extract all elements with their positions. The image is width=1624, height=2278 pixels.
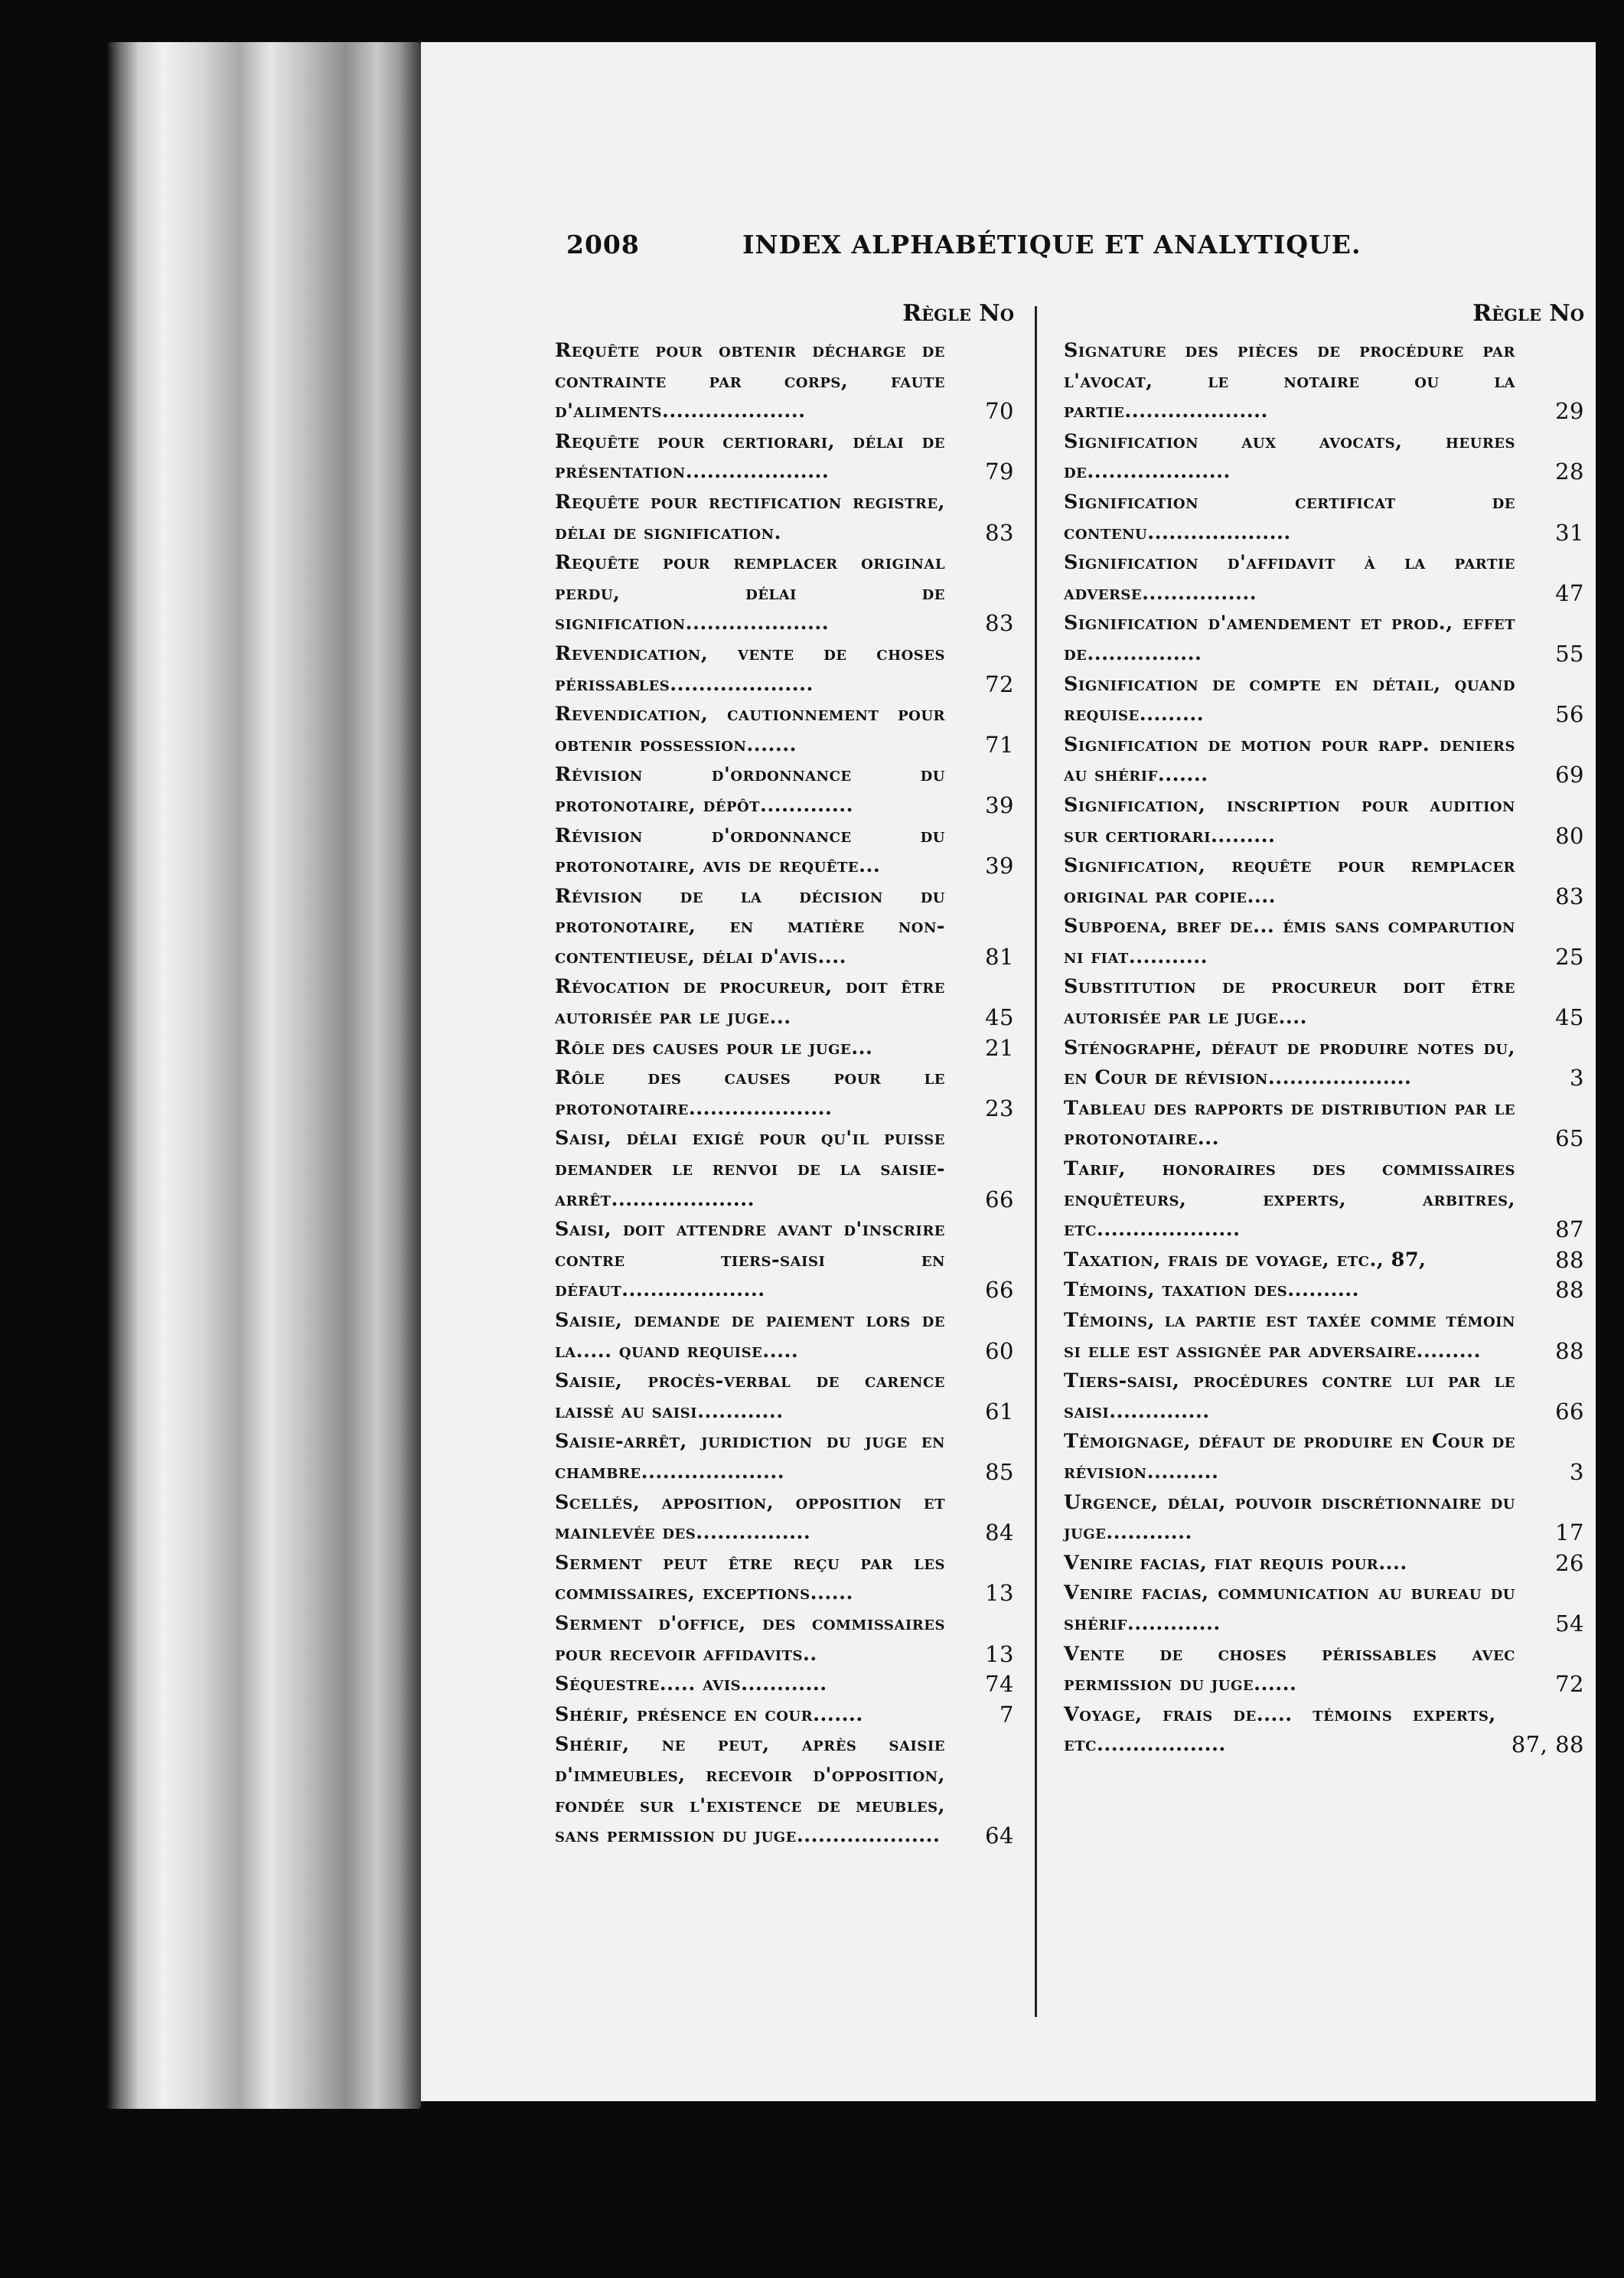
index-entry	[555, 1215, 1014, 1306]
index-entry	[555, 548, 1014, 639]
index-entry-rule-number: 7	[1000, 1701, 1014, 1728]
right-column	[1064, 302, 1584, 1761]
book-page-edges	[107, 42, 421, 2109]
index-entry	[1064, 912, 1584, 972]
index-entry-text: Tableau des rapports de distribution par le protonotaire...	[1064, 1096, 1515, 1150]
index-entry	[555, 488, 1014, 548]
index-entry-text: Révision d'ordonnance du protonotaire, avis de requête...	[555, 824, 945, 878]
index-entry	[1064, 1306, 1584, 1366]
index-entry-rule-number: 81	[985, 943, 1014, 970]
index-entry	[1064, 548, 1584, 609]
index-entry-rule-number: 54	[1555, 1610, 1584, 1637]
index-entry-rule-number: 88	[1555, 1337, 1584, 1364]
index-entry-rule-number: 55	[1555, 640, 1584, 667]
index-entry-text: Voyage, frais de..... témoins experts, etc..................	[1064, 1702, 1496, 1757]
index-entry-rule-number: 21	[985, 1034, 1014, 1061]
index-entry-text: Serment d'office, des commissaires pour recevoir affidavits..	[555, 1611, 945, 1666]
index-entry	[1064, 1549, 1584, 1579]
index-entry-rule-number: 13	[985, 1640, 1014, 1667]
index-entry	[1064, 1245, 1584, 1276]
left-column	[555, 302, 1014, 1852]
index-entry-text: Révision de la décision du protonotaire, en matière non-contentieuse, délai d'avis....	[555, 884, 945, 968]
index-entry-text: Témoignage, défaut de produire en Cour de révision..........	[1064, 1430, 1515, 1483]
index-entry-text: Subpoena, bref de... émis sans comparution ni fiat...........	[1064, 915, 1515, 968]
index-entry	[1064, 1033, 1584, 1094]
index-entry-text: Vente de choses périssables avec permission du juge......	[1064, 1642, 1515, 1696]
index-entry	[555, 1488, 1014, 1549]
index-entry-rule-number: 65	[1555, 1125, 1584, 1152]
index-entry	[555, 1730, 1014, 1851]
index-entry	[1064, 1488, 1584, 1549]
index-entry-rule-number: 29	[1555, 398, 1584, 425]
index-entry-rule-number: 45	[985, 1004, 1014, 1031]
index-entry-text: Revendication, vente de choses périssables....................	[555, 641, 945, 696]
index-entry-rule-number: 45	[1555, 1004, 1584, 1031]
index-entry-rule-number: 83	[985, 519, 1014, 546]
index-entry-rule-number: 31	[1555, 519, 1584, 546]
index-entry-rule-number: 28	[1555, 459, 1584, 485]
index-entry	[555, 1609, 1014, 1669]
page-number: 2008	[566, 230, 640, 259]
index-entry	[1064, 1427, 1584, 1487]
index-entry-text: Requête pour obtenir décharge de contrainte par corps, faute d'aliments....................	[555, 339, 945, 423]
index-entry	[1064, 1700, 1584, 1761]
index-entry-rule-number: 72	[1555, 1671, 1584, 1698]
index-entry-text: Shérif, présence en cour.......	[555, 1702, 863, 1726]
index-entry-text: Scellés, apposition, opposition et mainlevée des................	[555, 1490, 945, 1545]
index-entry	[1064, 1094, 1584, 1154]
index-entry-rule-number: 85	[985, 1458, 1014, 1485]
index-entry-rule-number: 79	[985, 459, 1014, 485]
left-column-heading: Règle No	[902, 300, 1014, 327]
index-page	[421, 42, 1596, 2101]
index-entry-text: Requête pour remplacer original perdu, délai de signification....................	[555, 551, 945, 635]
index-entry	[555, 821, 1014, 882]
index-entry-rule-number: 84	[985, 1519, 1014, 1546]
index-entry-text: Signature des pièces de procédure par l'avocat, le notaire ou la partie....................	[1064, 339, 1515, 423]
index-entry-text: Signification, inscription pour audition sur certiorari.........	[1064, 793, 1515, 847]
index-entry-text: Saisi, délai exigé pour qu'il puisse demander le renvoi de la saisie-arrêt....................	[555, 1127, 945, 1211]
index-entry-rule-number: 69	[1555, 762, 1584, 788]
index-entry-rule-number: 39	[985, 791, 1014, 818]
index-entry-rule-number: 71	[985, 731, 1014, 758]
index-entry-rule-number: 64	[985, 1823, 1014, 1849]
index-entry	[1064, 1578, 1584, 1639]
index-entry	[555, 639, 1014, 700]
index-entry	[1064, 972, 1584, 1033]
index-entry-text: Substitution de procureur doit être autorisée par le juge....	[1064, 975, 1515, 1030]
page-title: INDEX ALPHABÉTIQUE ET ANALYTIQUE.	[742, 230, 1361, 259]
index-entry-text: Venire facias, communication au bureau du shérif.............	[1064, 1581, 1515, 1635]
index-entry-rule-number: 88	[1555, 1246, 1584, 1273]
index-entry-rule-number: 72	[985, 671, 1014, 697]
index-entry	[555, 1124, 1014, 1215]
index-entry	[555, 1549, 1014, 1609]
index-entry	[555, 1366, 1014, 1427]
index-entry	[1064, 670, 1584, 730]
index-entry-rule-number: 70	[985, 398, 1014, 425]
index-entry	[1064, 427, 1584, 488]
index-entry-rule-number: 39	[985, 853, 1014, 880]
index-entry-rule-number: 66	[1555, 1398, 1584, 1425]
index-entry-text: Signification d'affidavit à la partie adverse................	[1064, 551, 1515, 605]
index-entry-text: Requête pour certiorari, délai de présentation....................	[555, 429, 945, 484]
index-entry-text: Taxation, frais de voyage, etc., 87,	[1064, 1248, 1427, 1271]
index-entry-text: Signification, requête pour remplacer original par copie....	[1064, 854, 1515, 908]
index-entry	[555, 1063, 1014, 1124]
index-entry	[555, 1427, 1014, 1487]
index-entry-text: Sténographe, défaut de produire notes du, en Cour de révision....................	[1064, 1036, 1515, 1090]
index-entry-text: Signification d'amendement et prod., effet de................	[1064, 612, 1515, 665]
index-entry-text: Témoins, la partie est taxée comme témoin si elle est assignée par adversaire.........	[1064, 1309, 1515, 1363]
index-entry-text: Venire facias, fiat requis pour....	[1064, 1551, 1407, 1575]
index-entry	[555, 700, 1014, 760]
right-column-heading: Règle No	[1472, 300, 1584, 327]
index-entry-rule-number: 74	[985, 1671, 1014, 1698]
index-entry-rule-number: 60	[985, 1337, 1014, 1364]
index-entry	[555, 1033, 1014, 1064]
index-entry-text: Tarif, honoraires des commissaires enquêteurs, experts, arbitres, etc....................	[1064, 1157, 1515, 1242]
index-entry	[555, 336, 1014, 427]
index-entry	[1064, 1275, 1584, 1306]
index-entry-text: Rôle des causes pour le protonotaire....................	[555, 1066, 945, 1120]
index-entry	[1064, 791, 1584, 851]
index-entry	[1064, 336, 1584, 427]
index-entry	[555, 972, 1014, 1033]
index-entry-rule-number: 47	[1555, 579, 1584, 606]
index-entry	[555, 882, 1014, 973]
index-entry-rule-number: 87	[1555, 1216, 1584, 1243]
index-entry-text: Signification de motion pour rapp. deniers au shérif.......	[1064, 733, 1515, 787]
index-entry-rule-number: 56	[1555, 701, 1584, 728]
index-entry-text: Témoins, taxation des..........	[1064, 1278, 1360, 1302]
index-entry	[1064, 1154, 1584, 1245]
index-entry-text: Saisie-arrêt, juridiction du juge en chambre....................	[555, 1430, 945, 1483]
index-entry-text: Signification de compte en détail, quand requise.........	[1064, 672, 1515, 726]
index-entry	[555, 760, 1014, 821]
index-entry	[1064, 851, 1584, 912]
index-entry-rule-number: 83	[1555, 883, 1584, 909]
index-entry-rule-number: 80	[1555, 822, 1584, 849]
index-entry	[555, 427, 1014, 488]
index-entry-text: Tiers-saisi, procédures contre lui par le saisi..............	[1064, 1369, 1515, 1423]
right-entry-list	[1064, 336, 1584, 1761]
index-entry-rule-number: 17	[1555, 1519, 1584, 1546]
index-entry-rule-number: 3	[1570, 1065, 1584, 1092]
index-entry-rule-number: 88	[1555, 1277, 1584, 1304]
index-entry-text: Serment peut être reçu par les commissaires, exceptions......	[555, 1551, 945, 1605]
index-entry-text: Révision d'ordonnance du protonotaire, dépôt.............	[555, 763, 945, 817]
index-entry	[1064, 488, 1584, 548]
index-entry-text: Séquestre..... avis............	[555, 1673, 827, 1696]
index-entry-rule-number: 61	[985, 1398, 1014, 1425]
index-entry-text: Requête pour rectification registre, délai de signification.	[555, 490, 945, 544]
index-entry-text: Revendication, cautionnement pour obtenir possession.......	[555, 703, 945, 756]
index-entry-text: Révocation de procureur, doit être autorisée par le juge...	[555, 975, 945, 1030]
index-entry-text: Rôle des causes pour le juge...	[555, 1036, 873, 1059]
index-entry-text: Saisie, demande de paiement lors de la..... quand requise.....	[555, 1309, 945, 1363]
index-entry-rule-number: 26	[1555, 1549, 1584, 1576]
left-entry-list	[555, 336, 1014, 1852]
index-entry-text: Saisie, procès-verbal de carence laissé au saisi............	[555, 1369, 945, 1423]
index-entry-rule-number: 13	[985, 1580, 1014, 1607]
index-entry-rule-number: 66	[985, 1277, 1014, 1304]
index-entry	[1064, 1640, 1584, 1700]
index-entry-rule-number: 66	[985, 1186, 1014, 1212]
index-entry	[555, 1669, 1014, 1700]
index-entry-rule-number: 3	[1570, 1458, 1584, 1485]
index-entry-text: Signification aux avocats, heures de....................	[1064, 429, 1515, 484]
index-entry	[555, 1306, 1014, 1366]
index-entry	[1064, 1366, 1584, 1427]
index-entry-rule-number: 23	[985, 1095, 1014, 1121]
index-entry	[1064, 609, 1584, 669]
index-entry-text: Shérif, ne peut, après saisie d'immeubles, recevoir d'opposition, fondée sur l'existence de meubles, sans permission du juge....................	[555, 1733, 945, 1848]
column-divider	[1035, 306, 1037, 2017]
index-entry	[555, 1700, 1014, 1731]
index-entry-rule-number: 25	[1555, 943, 1584, 970]
index-entry-text: Signification certificat de contenu....................	[1064, 490, 1515, 544]
index-entry	[1064, 730, 1584, 791]
index-entry-rule-number: 87, 88	[1511, 1731, 1584, 1758]
index-entry-text: Urgence, délai, pouvoir discrétionnaire du juge............	[1064, 1490, 1515, 1545]
index-entry-rule-number: 83	[985, 610, 1014, 637]
index-entry-text: Saisi, doit attendre avant d'inscrire contre tiers-saisi en défaut....................	[555, 1218, 945, 1302]
